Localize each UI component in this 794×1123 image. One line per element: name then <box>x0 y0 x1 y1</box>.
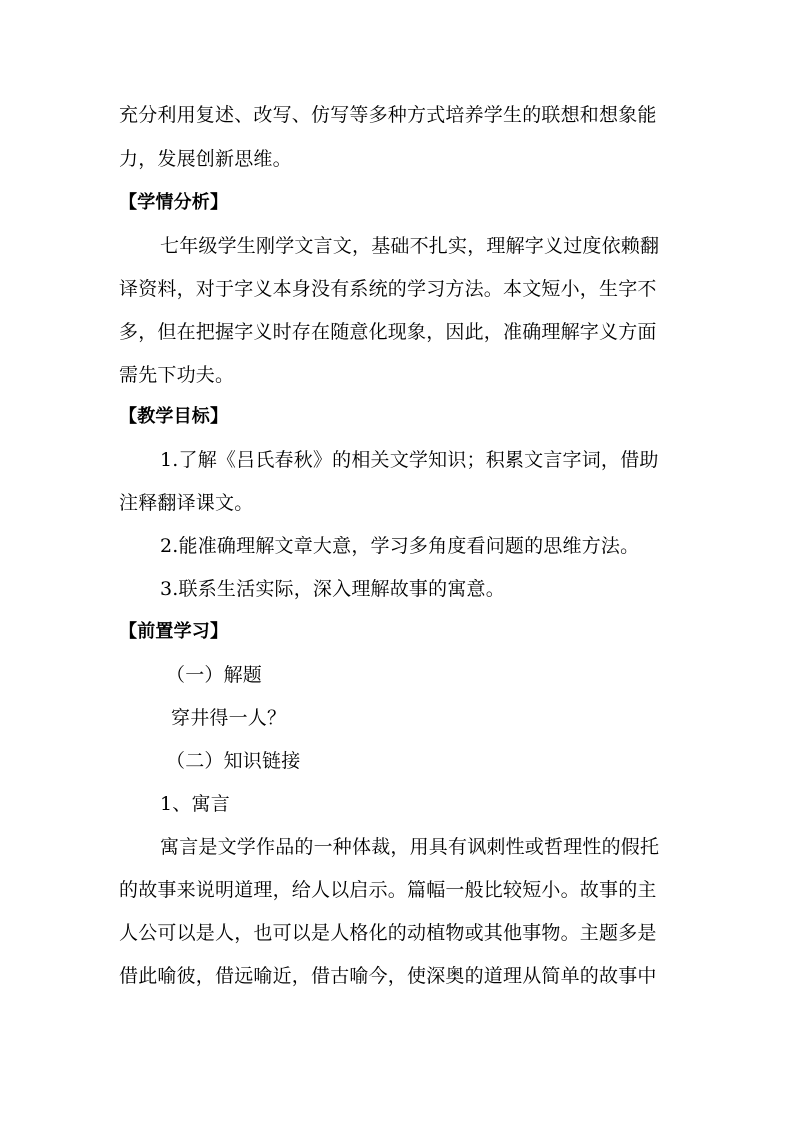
paragraph-line: 七年级学生刚学文言文，基础不扎实，理解字义过度依赖翻 <box>160 235 660 257</box>
goal-item-2: 2.能准确理解文章大意，学习多角度看问题的思维方法。 <box>160 535 640 557</box>
paragraph-line: 力，发展创新思维。 <box>119 148 292 170</box>
subsection-title-2: （二）知识链接 <box>166 750 301 772</box>
subsection-title-1: （一）解题 <box>166 664 263 686</box>
section-heading-situation: 【学情分析】 <box>119 192 229 213</box>
subsection-question: 穿井得一人？ <box>171 707 287 729</box>
paragraph-line: 译资料，对于字义本身没有系统的学习方法。本文短小，生字不 <box>119 278 657 300</box>
knowledge-item: 1、寓言 <box>160 793 230 815</box>
paragraph-line: 人公可以是人，也可以是人格化的动植物或其他事物。主题多是 <box>119 922 657 944</box>
paragraph-line: 充分利用复述、改写、仿写等多种方式培养学生的联想和想象能 <box>119 104 657 126</box>
paragraph-line: 寓言是文学作品的一种体裁，用具有讽刺性或哲理性的假托 <box>160 836 660 858</box>
section-heading-pre-study: 【前置学习】 <box>119 621 229 642</box>
paragraph-line: 需先下功夫。 <box>119 364 235 386</box>
goal-item-1-cont: 注释翻译课文。 <box>119 492 254 514</box>
goal-item-3: 3.联系生活实际，深入理解故事的寓意。 <box>160 578 505 600</box>
goal-item-1: 1.了解《吕氏春秋》的相关文学知识；积累文言字词，借助 <box>160 449 659 471</box>
paragraph-line: 多，但在把握字义时存在随意化现象，因此，准确理解字义方面 <box>119 321 657 343</box>
section-heading-goals: 【教学目标】 <box>119 406 229 427</box>
paragraph-line: 的故事来说明道理，给人以启示。篇幅一般比较短小。故事的主 <box>119 879 657 901</box>
paragraph-line: 借此喻彼，借远喻近，借古喻今，使深奥的道理从简单的故事中 <box>119 965 657 987</box>
